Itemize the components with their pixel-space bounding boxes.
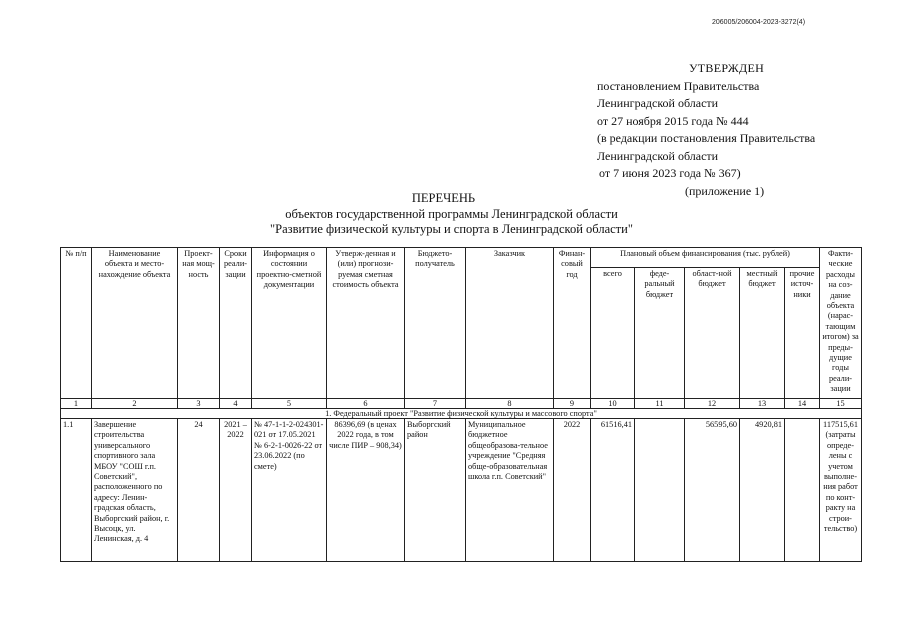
cell-regional: 56595,60 [685,419,740,562]
approval-line: от 27 ноября 2015 года № 444 [597,113,749,128]
section-row [61,409,862,419]
header-actual-expenses: Факти-ческие расходы на соз-дание объекта (нарас-тающим итогом) за преды-дущие годы реали-зации [820,248,862,399]
cell-cost: 86396,69 (в ценах 2022 года, в том числе ПИР – 908,34) [327,419,405,562]
column-number: 9 [554,399,591,409]
header-terms: Сроки реали-зации [220,248,252,399]
header-num: № п/п [61,248,92,399]
approval-line: постановлением Правительства [597,78,760,93]
cell-recipient: Выборгский район [405,419,466,562]
column-number: 12 [685,399,740,409]
section-title: 1. Федеральный проект "Развитие физической культуры и массового спорта" [61,409,862,419]
document-subtitle: объектов государственной программы Ленинградской области [285,206,618,221]
cell-other [785,419,820,562]
header-year: Финан-совый год [554,248,591,399]
header-customer: Заказчик [466,248,554,399]
column-number: 13 [740,399,785,409]
cell-customer: Муниципальное бюджетное общеобразова-тельное учреждение "Средняя обще-образовательная школа г.п. Советский" [466,419,554,562]
cell-total: 61516,41 [591,419,635,562]
cell-documentation: № 47-1-1-2-024301-021 от 17.05.2021 № 6-2-1-0026-22 от 23.06.2022 (по смете) [252,419,327,562]
approval-line: (приложение 1) [685,183,765,198]
cell-object-name: Завершение строительства универсального спортивного зала МБОУ "СОШ г.п. Советский", расположенного по адресу: Ленин-градская область, Выборгский район, г. Высоцк, ул. Ленинская, д. 4 [92,419,178,562]
cell-federal [635,419,685,562]
header-row [61,248,862,268]
column-number: 2 [92,399,178,409]
column-numbers-row [61,399,862,409]
approval-stamp [597,60,815,200]
program-name: "Развитие физической культуры и спорта в Ленинградской области" [270,222,633,236]
approval-line: (в редакции постановления Правительства [597,131,816,145]
header-other: прочие источ-ники [785,268,820,399]
column-number: 3 [178,399,220,409]
header-name: Наименование объекта и место-нахождение объекта [92,248,178,399]
column-number: 7 [405,399,466,409]
column-number: 8 [466,399,554,409]
document-registration-number: 206005/206004-2023-3272(4) [712,19,806,26]
header-total: всего [591,268,635,399]
approval-line: Ленинградской области [597,148,719,163]
column-number: 15 [820,399,862,409]
header-federal: феде-ральный бюджет [635,268,685,399]
objects-table [60,247,862,562]
header-regional: област-ной бюджет [685,268,740,399]
column-number: 10 [591,399,635,409]
column-number: 11 [635,399,685,409]
header-local: местный бюджет [740,268,785,399]
header-recipient: Бюджето-получатель [405,248,466,399]
approval-line: от 7 июня 2023 года № 367) [599,166,741,180]
column-number: 6 [327,399,405,409]
header-capacity: Проект-ная мощ-ность [178,248,220,399]
header-documentation: Информация о состоянии проектно-сметной документации [252,248,327,399]
approval-title: УТВЕРЖДЕН [689,61,765,75]
cell-num: 1.1 [61,419,92,562]
column-number: 5 [252,399,327,409]
column-number: 14 [785,399,820,409]
cell-local: 4920,81 [740,419,785,562]
table-row [61,419,862,562]
cell-terms: 2021 – 2022 [220,419,252,562]
column-number: 1 [61,399,92,409]
document-title: ПЕРЕЧЕНЬ [411,191,476,205]
cell-year: 2022 [554,419,591,562]
cell-actual: 117515,61 (затраты опреде-лены с учетом выполне-ния работ по конт-ракту на строи-тельство) [820,419,862,562]
cell-capacity: 24 [178,419,220,562]
document-title-block [0,191,903,238]
header-cost: Утверж-денная и (или) прогнози-руемая сметная стоимость объекта [327,248,405,399]
approval-line: Ленинградской области [597,96,719,110]
header-planned-financing: Плановый объем финансирования (тыс. рублей) [591,248,820,268]
column-number: 4 [220,399,252,409]
